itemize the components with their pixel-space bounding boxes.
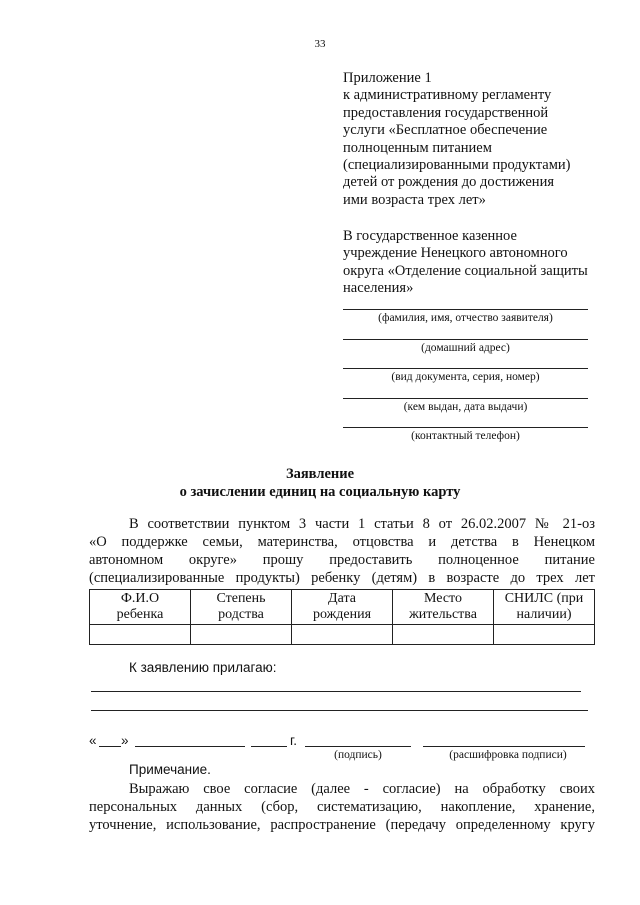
paragraph-line: Выражаю свое согласие (далее - согласие) на обработку своих xyxy=(129,781,595,797)
document-field[interactable] xyxy=(343,368,588,369)
appendix-line: предоставления государственной xyxy=(343,104,549,121)
table-cell[interactable] xyxy=(292,625,393,645)
header-child-name xyxy=(90,590,191,625)
year-field[interactable] xyxy=(251,746,287,747)
table-cell[interactable] xyxy=(393,625,494,645)
document-title xyxy=(0,466,640,501)
appendix-line: детей от рождения до достижения xyxy=(343,174,555,191)
addressee-block xyxy=(343,228,603,298)
appendix-line: к административному регламенту xyxy=(343,87,552,104)
paragraph-line: В соответствии пунктом 3 части 1 статьи 8 от 26.02.2007 № 21-оз xyxy=(129,516,595,532)
children-table xyxy=(89,589,595,645)
signature-caption: (подпись) xyxy=(334,749,382,761)
applicant-name-field[interactable] xyxy=(343,309,588,310)
issued-by-field[interactable] xyxy=(343,398,588,399)
home-address-field[interactable] xyxy=(343,339,588,340)
attachment-line[interactable] xyxy=(91,691,581,692)
signature-decode-caption: (расшифровка подписи) xyxy=(449,749,567,761)
header-text: жительства xyxy=(409,607,477,622)
addressee-line: округа «Отделение социальной защиты xyxy=(343,262,588,279)
title-line: Заявление xyxy=(285,466,355,482)
month-field[interactable] xyxy=(135,746,245,747)
applicant-name-caption: (фамилия, имя, отчество заявителя) xyxy=(378,312,553,324)
title-line: о зачислении единиц на социальную карту xyxy=(179,483,461,500)
header-text: Место xyxy=(424,591,462,606)
header-text: Дата xyxy=(328,591,356,606)
table-cell[interactable] xyxy=(191,625,292,645)
header-text: рождения xyxy=(312,607,372,622)
appendix-line: услуги «Бесплатное обеспечение xyxy=(343,122,548,139)
addressee-line: В государственное казенное xyxy=(343,228,517,244)
paragraph-line: автономном округе» прошу предоставить полноценное питание xyxy=(89,552,595,568)
table-header-row xyxy=(90,590,595,625)
attachment-line[interactable] xyxy=(91,710,588,711)
year-suffix: г. xyxy=(290,733,298,748)
quote-open: « xyxy=(89,733,97,748)
consent-paragraph xyxy=(89,780,595,834)
home-address-caption: (домашний адрес) xyxy=(421,342,510,354)
addressee-line: населения» xyxy=(343,280,414,297)
signature-decode-field[interactable] xyxy=(423,746,585,747)
header-snils xyxy=(494,590,595,625)
paragraph-line: «О поддержке семьи, материнства, отцовства и детства в Ненецком xyxy=(89,534,595,550)
addressee-line: учреждение Ненецкого автономного xyxy=(343,245,568,262)
quote-close: » xyxy=(121,733,129,748)
paragraph-line: уточнение, использование, распространение (передачу определенному кругу xyxy=(89,817,595,833)
table-cell[interactable] xyxy=(494,625,595,645)
table-row xyxy=(90,625,595,645)
appendix-line: Приложение 1 xyxy=(343,70,432,86)
attachment-label: К заявлению прилагаю: xyxy=(129,660,277,675)
header-birth-date xyxy=(292,590,393,625)
page-number: 33 xyxy=(314,38,326,50)
header-text: родства xyxy=(218,607,264,622)
appendix-line: (специализированными продуктами) xyxy=(343,157,571,174)
phone-caption: (контактный телефон) xyxy=(411,430,520,442)
header-text: Степень xyxy=(216,591,266,606)
appendix-line: ими возраста трех лет» xyxy=(343,191,486,208)
request-paragraph xyxy=(89,515,595,587)
day-field[interactable] xyxy=(99,746,121,747)
appendix-line: полноценным питанием xyxy=(343,139,492,156)
header-relation xyxy=(191,590,292,625)
appendix-block xyxy=(343,70,603,209)
phone-field[interactable] xyxy=(343,427,588,428)
header-text: ребенка xyxy=(116,607,164,622)
header-text: наличии) xyxy=(516,607,572,622)
document-caption: (вид документа, серия, номер) xyxy=(391,371,540,383)
note-label: Примечание. xyxy=(129,762,211,777)
table-cell[interactable] xyxy=(90,625,191,645)
header-residence xyxy=(393,590,494,625)
paragraph-line: (специализированные продукты) ребенку (детям) в возрасте до трех лет xyxy=(89,570,595,586)
paragraph-line: персональных данных (сбор, систематизацию, накопление, хранение, xyxy=(89,799,595,815)
header-text: СНИЛС (при xyxy=(504,591,584,606)
signature-field[interactable] xyxy=(305,746,411,747)
header-text: Ф.И.О xyxy=(120,591,160,606)
issued-by-caption: (кем выдан, дата выдачи) xyxy=(403,401,528,413)
